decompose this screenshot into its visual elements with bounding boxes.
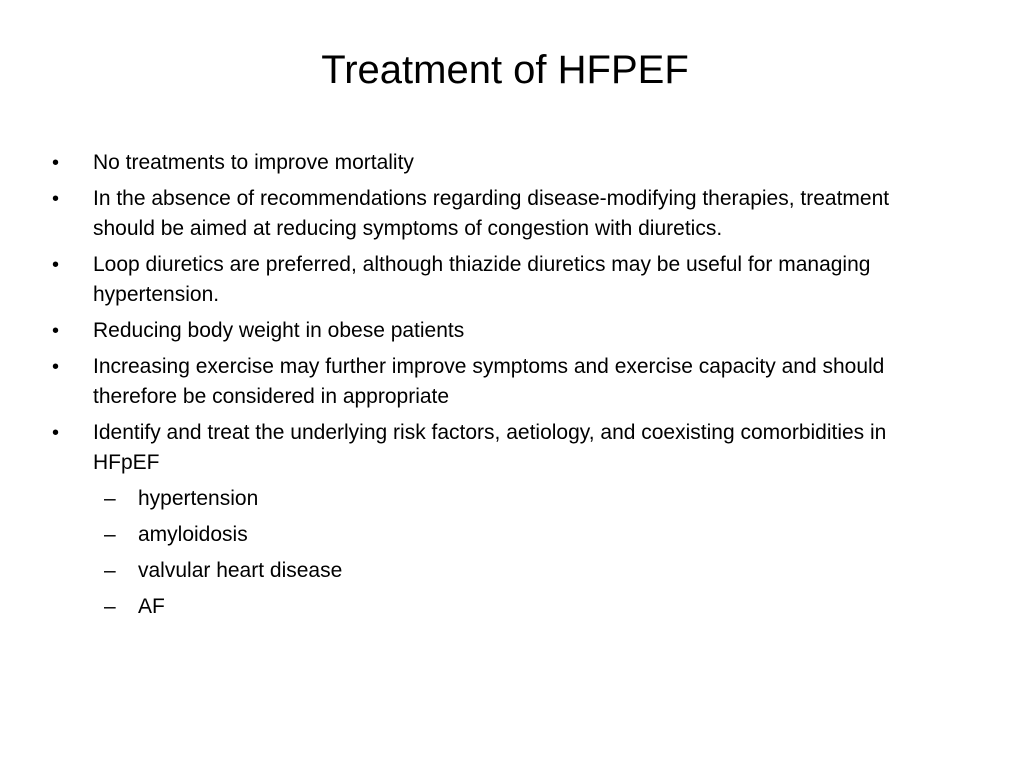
sub-bullet-marker: –: [104, 487, 116, 510]
sub-bullet-marker: –: [104, 595, 116, 618]
sub-bullet-text: AF: [138, 595, 165, 618]
sub-bullet-item: [52, 556, 952, 586]
bullet-marker: •: [52, 320, 60, 342]
sub-bullet-marker: –: [104, 523, 116, 546]
sub-bullet-text: amyloidosis: [138, 523, 248, 546]
bullet-text: Reducing body weight in obese patients: [93, 319, 465, 342]
sub-bullet-item: [52, 484, 952, 514]
bullet-item: [52, 184, 952, 244]
bullet-marker: •: [52, 356, 60, 378]
sub-bullet-item: [52, 592, 952, 622]
bullet-item: [52, 352, 952, 412]
bullet-text: No treatments to improve mortality: [93, 151, 414, 174]
sub-bullet-marker: –: [104, 559, 116, 582]
bullet-item: [52, 418, 952, 478]
bullet-marker: •: [52, 422, 60, 444]
slide-title: Treatment of HFPEF: [321, 48, 689, 92]
sub-bullet-item: [52, 520, 952, 550]
bullet-text: Increasing exercise may further improve symptoms and exercise capacity and should therefore be considered in appropriate: [93, 355, 885, 408]
bullet-text: Loop diuretics are preferred, although thiazide diuretics may be useful for managing hypertension.: [93, 253, 871, 306]
sub-bullet-text: valvular heart disease: [138, 559, 343, 582]
bullet-list: [52, 148, 952, 628]
bullet-marker: •: [52, 254, 60, 276]
bullet-marker: •: [52, 188, 60, 210]
bullet-text: In the absence of recommendations regarding disease-modifying therapies, treatment should be aimed at reducing symptoms of congestion with diuretics.: [93, 187, 890, 240]
bullet-text: Identify and treat the underlying risk factors, aetiology, and coexisting comorbidities in HFpEF: [93, 421, 887, 474]
bullet-item: [52, 316, 952, 346]
bullet-marker: •: [52, 152, 60, 174]
sub-bullet-text: hypertension: [138, 487, 259, 510]
bullet-item: [52, 250, 952, 310]
bullet-item: [52, 148, 952, 178]
